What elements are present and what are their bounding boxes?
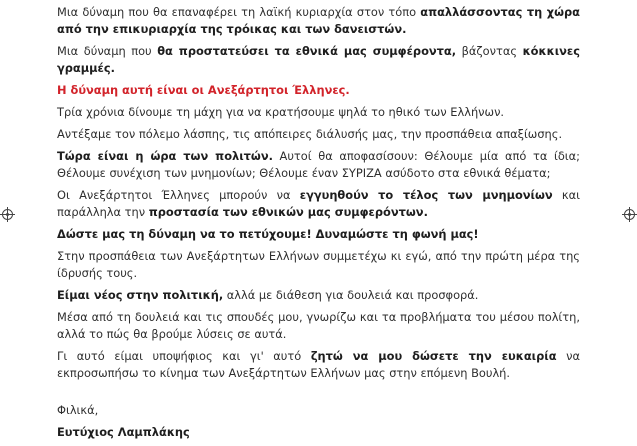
paragraph: Τρία χρόνια δίνουμε τη μάχη για να κρατήσουμε ψηλά το ηθικό των Ελλήνων. [57, 105, 505, 119]
paragraph: Τώρα είναι η ώρα των πολιτών. Αυτοί θα αποφασίσουν: Θέλουμε μία από τα ίδια; Θέλουμε συνέχιση των μνημονίων; Θέλουμε έναν ΣΥΡΙΖΑ ασύδοτο στα εθνικά θέματα; [57, 149, 580, 180]
paragraph: Είμαι νέος στην πολιτική, αλλά με διάθεση για δουλειά και προσφορά. [57, 288, 479, 302]
registration-mark-icon [624, 209, 635, 220]
paragraph: Στην προσπάθεια των Ανεξάρτητων Ελλήνων συμμετέχω κι εγώ, από την πρώτη μέρα της ίδρυσής τους. [57, 249, 580, 280]
paragraph: Γι αυτό είμαι υποψήφιος και γι' αυτό ζητώ να μου δώσετε την ευκαιρία να εκπροσωπήσω το κίνημα των Ανεξάρτητων Ελλήνων μας στην επόμενη Βουλή. [57, 349, 580, 380]
highlight-statement: Η δύναμη αυτή είναι οι Ανεξάρτητοι Έλληνες. [57, 83, 350, 97]
call-to-action: Δώστε μας τη δύναμη να το πετύχουμε! Δυναμώστε τη φωνή μας! [57, 227, 479, 241]
paragraph: Μια δύναμη που θα επαναφέρει τη λαϊκή κυριαρχία στον τόπο απαλλάσσοντας τη χώρα από την επικυριαρχία της τρόικας και των δανειστών. [57, 5, 580, 36]
paragraph: Μέσα από τη δουλειά και τις σπουδές μου, γνωρίζω και τα προβλήματα του μέσου πολίτη, αλλά το πώς θα βρούμε λύσεις σε αυτά. [57, 310, 580, 341]
paragraph: Οι Ανεξάρτητοι Έλληνες μπορούν να εγγυηθούν το τέλος των μνημονίων και παράλληλα την προστασία των εθνικών μας συμφερόντων. [57, 188, 581, 219]
signature-name: Ευτύχιος Λαμπλάκης [57, 425, 190, 439]
registration-mark-icon [2, 209, 13, 220]
closing: Φιλικά, [57, 403, 99, 417]
letter-body [57, 4, 580, 446]
paragraph: Αντέξαμε τον πόλεμο λάσπης, τις απόπειρες διάλυσής μας, την προσπάθεια απαξίωσης. [57, 127, 563, 141]
paragraph: Μια δύναμη που θα προστατεύσει τα εθνικά μας συμφέροντα, βάζοντας κόκκινες γραμμές. [57, 44, 580, 75]
